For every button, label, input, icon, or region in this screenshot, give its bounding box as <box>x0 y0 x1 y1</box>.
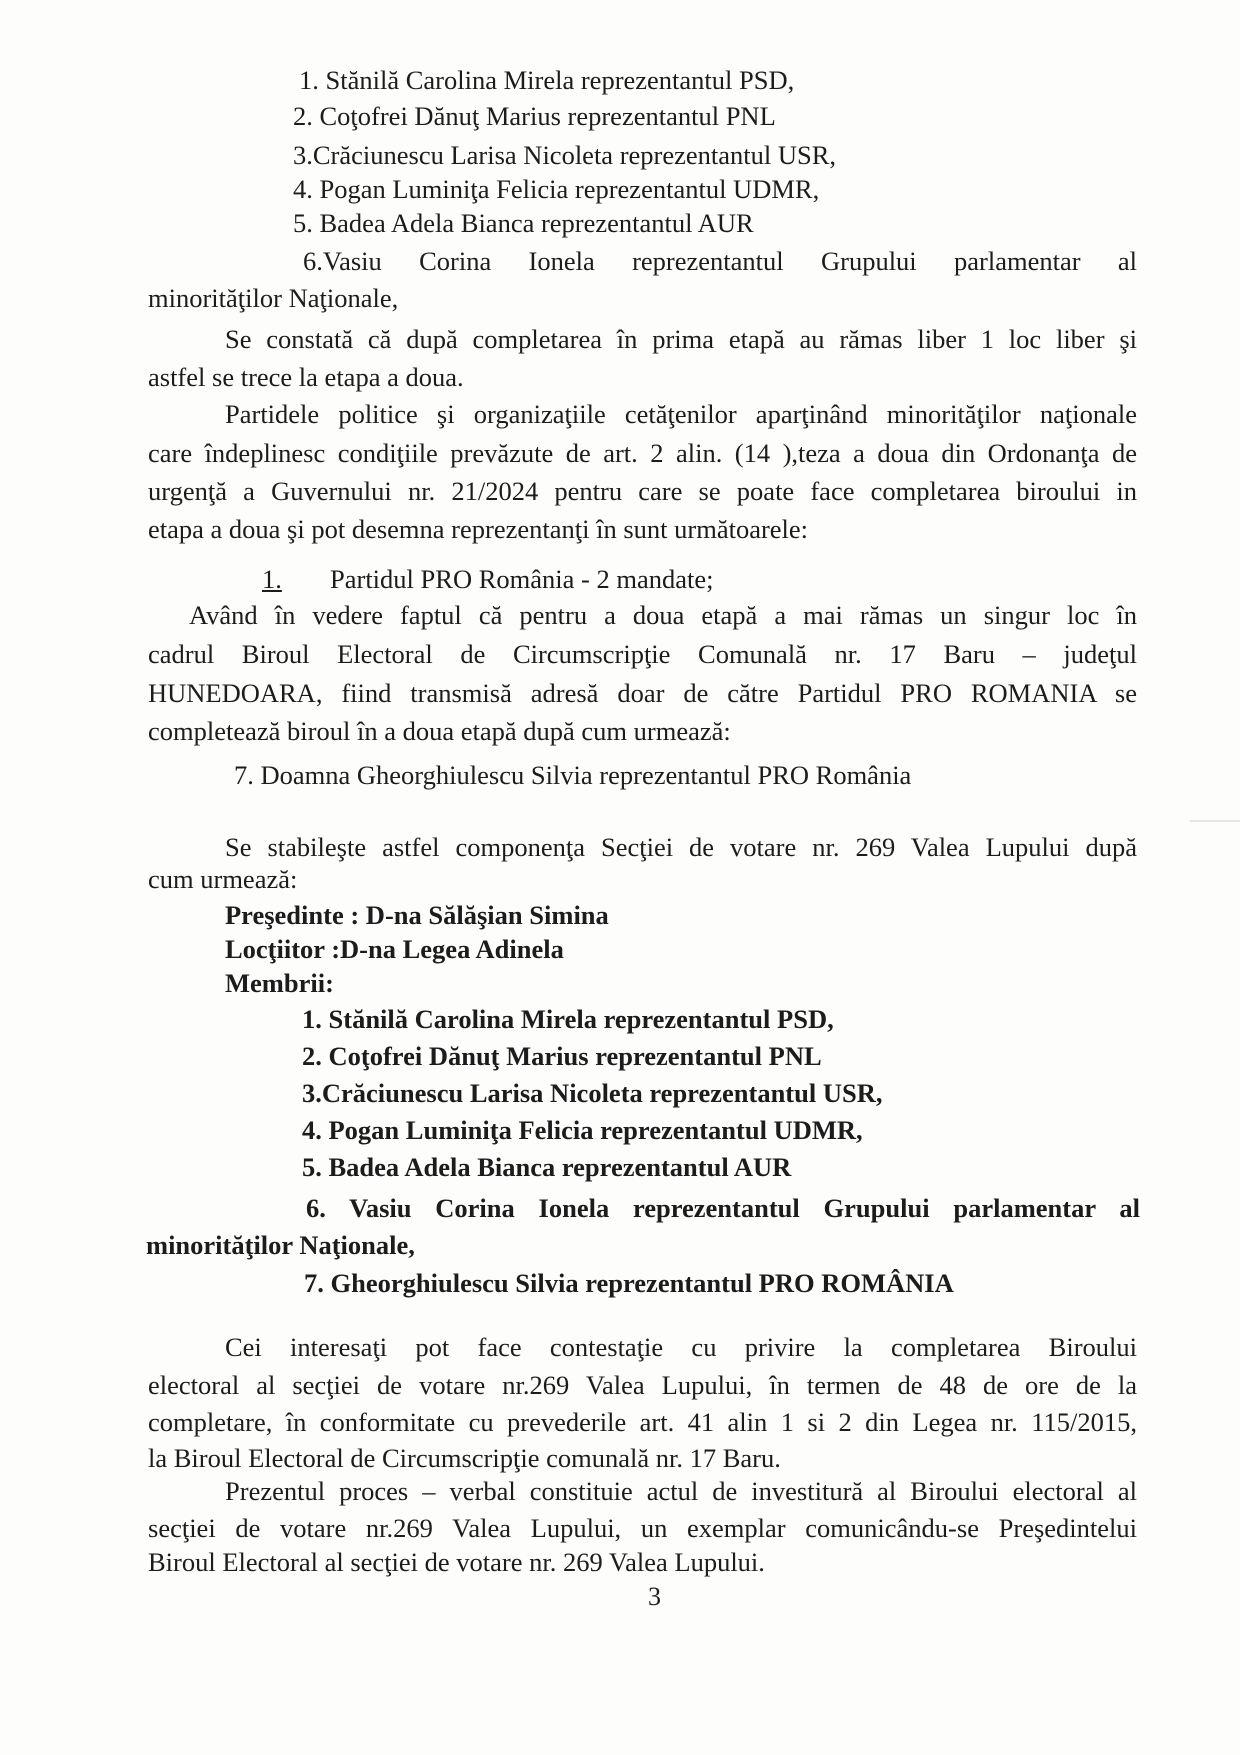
para2-line4: etapa a doua şi pot desemna reprezentanţi în sunt următoarele: <box>148 514 809 544</box>
para3-line2: cadrul Biroul Electoral de Circumscripţie Comunală nr. 17 Baru – judeţul <box>148 639 1137 669</box>
first-list-item-6-line2: minorităţilor Naţionale, <box>148 283 399 313</box>
final-list-item-6-line1: 6. Vasiu Corina Ionela reprezentantul Grupului parlamentar al <box>306 1193 1140 1223</box>
para1-line2: astfel se trece la etapa a doua. <box>148 362 464 392</box>
deputy-line: Locţiitor :D-na Legea Adinela <box>225 934 564 964</box>
final-list-item-2: 2. Coţofrei Dănuţ Marius reprezentantul PNL <box>302 1041 822 1071</box>
first-list-item-2: 2. Coţofrei Dănuţ Marius reprezentantul PNL <box>293 101 776 131</box>
first-list-item-3: 3.Crăciunescu Larisa Nicoleta reprezentantul USR, <box>293 140 837 170</box>
second-stage-item-7: 7. Doamna Gheorghiulescu Silvia reprezentantul PRO România <box>234 760 912 790</box>
para2-line1: Partidele politice şi organizaţiile cetăţenilor aparţinând minorităţilor naţionale <box>225 399 1137 429</box>
para5-line1: Cei interesaţi pot face contestaţie cu privire la completarea Biroului <box>225 1332 1137 1362</box>
para6-line1: Prezentul proces – verbal constituie actul de investitură al Biroului electoral al <box>225 1476 1137 1506</box>
para6-line2: secţiei de votare nr.269 Valea Lupului, un exemplar comunicându-se Preşedintelui <box>148 1513 1137 1543</box>
para5-line4: la Biroul Electoral de Circumscripţie comunală nr. 17 Baru. <box>148 1443 781 1473</box>
para6-line3: Biroul Electoral al secţiei de votare nr. 269 Valea Lupului. <box>148 1547 765 1577</box>
members-label: Membrii: <box>225 968 334 998</box>
para4-line1: Se stabileşte astfel componenţa Secţiei de votare nr. 269 Valea Lupului după <box>225 832 1137 862</box>
first-list-item-1: 1. Stănilă Carolina Mirela reprezentantul PSD, <box>299 65 795 95</box>
para2-line3: urgenţă a Guvernului nr. 21/2024 pentru care se poate face completarea biroului in <box>148 476 1137 506</box>
para2-line2: care îndeplinesc condiţiile prevăzute de art. 2 alin. (14 ),teza a doua din Ordonanţa de <box>148 438 1137 468</box>
para3-line1: Având în vedere faptul că pentru a doua etapă a mai rămas un singur loc în <box>189 600 1137 630</box>
para5-line3: completare, în conformitate cu prevederile art. 41 alin 1 si 2 din Legea nr. 115/2015, <box>148 1407 1137 1437</box>
page-number: 3 <box>648 1582 661 1611</box>
final-list-item-1: 1. Stănilă Carolina Mirela reprezentantul PSD, <box>302 1004 834 1034</box>
para5-line2: electoral al secţiei de votare nr.269 Valea Lupului, în termen de 48 de ore de la <box>148 1370 1137 1400</box>
president-line: Preşedinte : D-na Sălăşian Simina <box>225 900 609 930</box>
final-list-item-7: 7. Gheorghiulescu Silvia reprezentantul PRO ROMÂNIA <box>304 1268 954 1298</box>
final-list-item-6-line2: minorităţilor Naţionale, <box>146 1230 415 1260</box>
para1-line1: Se constată că după completarea în prima etapă au rămas liber 1 loc liber şi <box>225 324 1137 354</box>
party-item-text: Partidul PRO România - 2 mandate; <box>330 564 714 594</box>
para3-line4: completează biroul în a doua etapă după cum urmează: <box>148 716 731 746</box>
first-list-item-4: 4. Pogan Luminiţa Felicia reprezentantul UDMR, <box>293 174 820 204</box>
scan-artifact <box>1190 820 1240 822</box>
first-list-item-6-line1: 6.Vasiu Corina Ionela reprezentantul Grupului parlamentar al <box>303 246 1137 276</box>
final-list-item-3: 3.Crăciunescu Larisa Nicoleta reprezentantul USR, <box>302 1078 883 1108</box>
para3-line3: HUNEDOARA, fiind transmisă adresă doar de către Partidul PRO ROMANIA se <box>148 678 1137 708</box>
final-list-item-4: 4. Pogan Luminiţa Felicia reprezentantul UDMR, <box>302 1115 863 1145</box>
first-list-item-5: 5. Badea Adela Bianca reprezentantul AUR <box>293 208 754 238</box>
final-list-item-5: 5. Badea Adela Bianca reprezentantul AUR <box>302 1152 792 1182</box>
para4-line2: cum urmează: <box>148 864 298 894</box>
party-item-number: 1. <box>262 564 282 594</box>
